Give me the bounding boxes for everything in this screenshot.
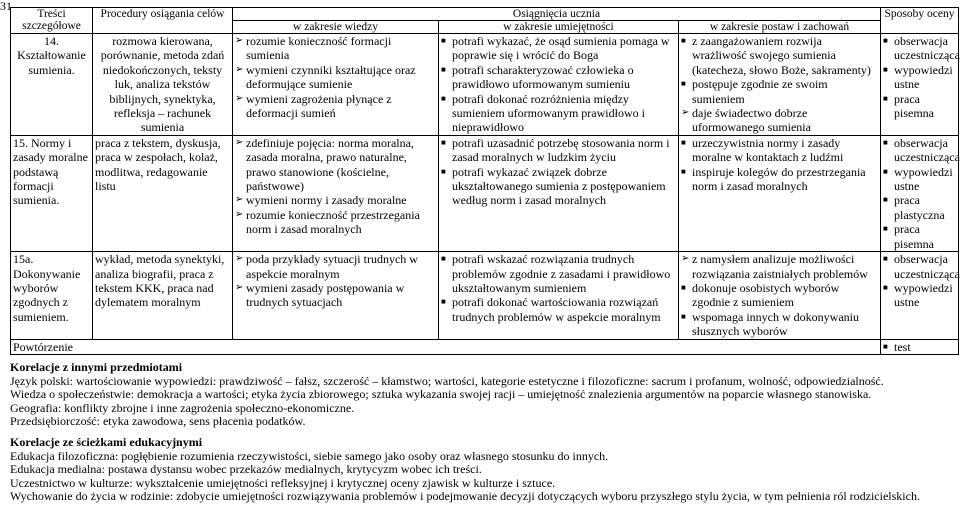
list-item: ■ potrafi wykazać związek dobrze ukształtowanego sumienia z postępowaniem według norm i zasad moralnych	[441, 165, 676, 208]
topic-cell: 14. Kształtowanie sumienia.	[11, 34, 93, 136]
header-postawy: w zakresie postaw i zachowań	[679, 21, 881, 34]
curriculum-table	[10, 7, 959, 355]
list-item: ■ praca pisemna	[883, 222, 956, 251]
correlation-line: Edukacja filozoficzna: pogłębienie rozumienia rzeczywistości, siebie samego jako osoby oraz własnego stosunku do innych.	[10, 448, 609, 463]
list-item: ➢ z namysłem analizuje możliwości rozwiązania zaistniałych problemów	[681, 252, 878, 281]
list-item: ➢ poda przykłady sytuacji trudnych w aspekcie moralnym	[235, 252, 436, 281]
table-row	[11, 252, 959, 339]
procedures-cell: praca z tekstem, dyskusja, praca w zespołach, kolaż, modlitwa, redagowanie listu	[93, 135, 233, 251]
header-wiedza: w zakresie wiedzy	[233, 21, 439, 34]
knowledge-cell	[233, 252, 439, 339]
header-procedury: Procedury osiągania celów	[93, 8, 233, 34]
header-osiagniecia: Osiągnięcia ucznia	[233, 8, 881, 21]
list-item: ■ urzeczywistnia normy i zasady moralne w kontaktach z ludźmi	[681, 136, 878, 165]
knowledge-cell	[233, 135, 439, 251]
review-label: Powtórzenie	[11, 339, 881, 354]
skills-cell	[439, 252, 679, 339]
list-item: ■ inspiruje kolegów do przestrzegania norm i zasad moralnych	[681, 165, 878, 194]
table-row	[11, 135, 959, 251]
procedures-cell: rozmowa kierowana, porównanie, metoda zdań niedokończonych, teksty luk, analiza tekstów biblijnych, synektyka, refleksja – rachunek sumienia	[93, 34, 233, 136]
list-item: ■ potrafi wskazać rozwiązania trudnych problemów zgodnie z zasadami i prawidłowo ukształtowanym sumieniem	[441, 252, 676, 295]
list-item: ■ postępuje zgodnie ze swoim sumieniem	[681, 77, 878, 106]
correlation-line: Uczestnictwo w kulturze: wykształcenie umiejętności refleksyjnej i krytycznej oceny zjawisk w kulturze i sztuce.	[10, 475, 556, 490]
topic-cell: 15. Normy i zasady moralne podstawą formacji sumienia.	[11, 135, 93, 251]
list-item: ■ obserwacja uczestnicząca	[883, 136, 956, 165]
list-item: ➢ rozumie konieczność formacji sumienia	[235, 34, 436, 63]
list-item: ➢ wymieni zagrożenia płynące z deformacji sumień	[235, 92, 436, 121]
header-row-1	[11, 8, 959, 21]
header-tresci: Treści szczegółowe	[11, 8, 93, 34]
attitudes-cell	[679, 34, 881, 136]
section-heading: Korelacje z innymi przedmiotami	[10, 360, 183, 374]
list-item: ■ wspomaga innych w dokonywaniu słusznych wyborów	[681, 310, 878, 339]
list-item: ■ test	[883, 340, 956, 354]
list-item: ■ potrafi wykazać, że osąd sumienia pomaga w poprawie się i wrócić do Boga	[441, 34, 676, 63]
list-item: ■ potrafi scharakteryzować człowieka o prawidłowo uformowanym sumieniu	[441, 63, 676, 92]
list-item: ■ z zaangażowaniem rozwija wrażliwość swojego sumienia (katecheza, słowo Boże, sakramenty)	[681, 34, 878, 77]
correlation-line: Edukacja medialna: postawa dystansu wobec przekazów medialnych, krytycyzm wobec ich treści.	[10, 462, 482, 477]
list-item: ➢ daje świadectwo dobrze uformowanego sumienia	[681, 106, 878, 135]
list-item: ➢ wymieni normy i zasady moralne	[235, 193, 436, 207]
list-item: ■ potrafi dokonać rozróżnienia między sumieniem uformowanym prawidłowo i nieprawidłowo	[441, 92, 676, 135]
table-row	[11, 34, 959, 136]
assessment-cell	[881, 252, 959, 339]
correlation-line: Wiedza o społeczeństwie: demokracja a wartości; etyka życia zbiorowego; sztuka wykazania swojej racji – umiejętność znalezienia argumentów na poparcie własnego stanowiska.	[10, 387, 872, 402]
list-item: ➢ wymieni zasady postępowania w trudnych sytuacjach	[235, 281, 436, 310]
list-item: ■ wypowiedzi ustne	[883, 281, 956, 310]
correlation-line: Język polski: wartościowanie wypowiedzi: prawdziwość – fałsz, szczerość – kłamstwo; wartości, kategorie estetyczne i filozoficzne: sacrum i profanum, wolność, odpowiedzialność.	[10, 373, 884, 388]
skills-cell	[439, 135, 679, 251]
skills-cell	[439, 34, 679, 136]
list-item: ■ potrafi dokonać wartościowania rozwiązań trudnych problemów w aspekcie moralnym	[441, 295, 676, 324]
header-sposoby: Sposoby oceny	[881, 8, 959, 34]
correlations-section	[10, 361, 950, 504]
topic-cell: 15a. Dokonywanie wyborów zgodnych z sumieniem.	[11, 252, 93, 339]
correlation-line: Wychowanie do życia w rodzinie: zdobycie umiejętności rozwiązywania problemów i podejmowanie decyzji dotyczących wyboru przyszłego stylu życia, w tym pełnienia ról rodzicielskich.	[10, 489, 920, 504]
list-item: ➢ rozumie konieczność przestrzegania norm i zasad moralnych	[235, 208, 436, 237]
page-number: 31	[0, 0, 12, 13]
section-heading: Korelacje ze ścieżkami edukacyjnymi	[10, 434, 203, 449]
list-item: ■ obserwacja uczestnicząca	[883, 34, 956, 63]
correlation-line: Przedsiębiorczość: etyka zawodowa, sens płacenia podatków.	[10, 414, 306, 429]
list-item: ■ wypowiedzi ustne	[883, 165, 956, 194]
assessment-cell	[881, 135, 959, 251]
attitudes-cell	[679, 252, 881, 339]
attitudes-cell	[679, 135, 881, 251]
review-row	[11, 339, 959, 354]
list-item: ■ wypowiedzi ustne	[883, 63, 956, 92]
list-item: ■ praca plastyczna	[883, 193, 956, 222]
list-item: ➢ wymieni czynniki kształtujące oraz deformujące sumienie	[235, 63, 436, 92]
list-item: ➢ zdefiniuje pojęcia: norma moralna, zasada moralna, prawo naturalne, prawo stanowione (kościelne, państwowe)	[235, 136, 436, 194]
review-assessment-cell	[881, 339, 959, 354]
procedures-cell: wykład, metoda synektyki, analiza biografii, praca z tekstem KKK, praca nad dylematem moralnym	[93, 252, 233, 339]
list-item: ■ obserwacja uczestnicząca	[883, 252, 956, 281]
list-item: ■ dokonuje osobistych wyborów zgodnie z sumieniem	[681, 281, 878, 310]
list-item: ■ praca pisemna	[883, 92, 956, 121]
header-umiejetnosci: w zakresie umiejętności	[439, 21, 679, 34]
assessment-cell	[881, 34, 959, 136]
list-item: ■ potrafi uzasadnić potrzebę stosowania norm i zasad moralnych w ludzkim życiu	[441, 136, 676, 165]
correlation-line: Geografia: konflikty zbrojne i inne zagrożenia społeczno-ekonomiczne.	[10, 400, 355, 415]
knowledge-cell	[233, 34, 439, 136]
